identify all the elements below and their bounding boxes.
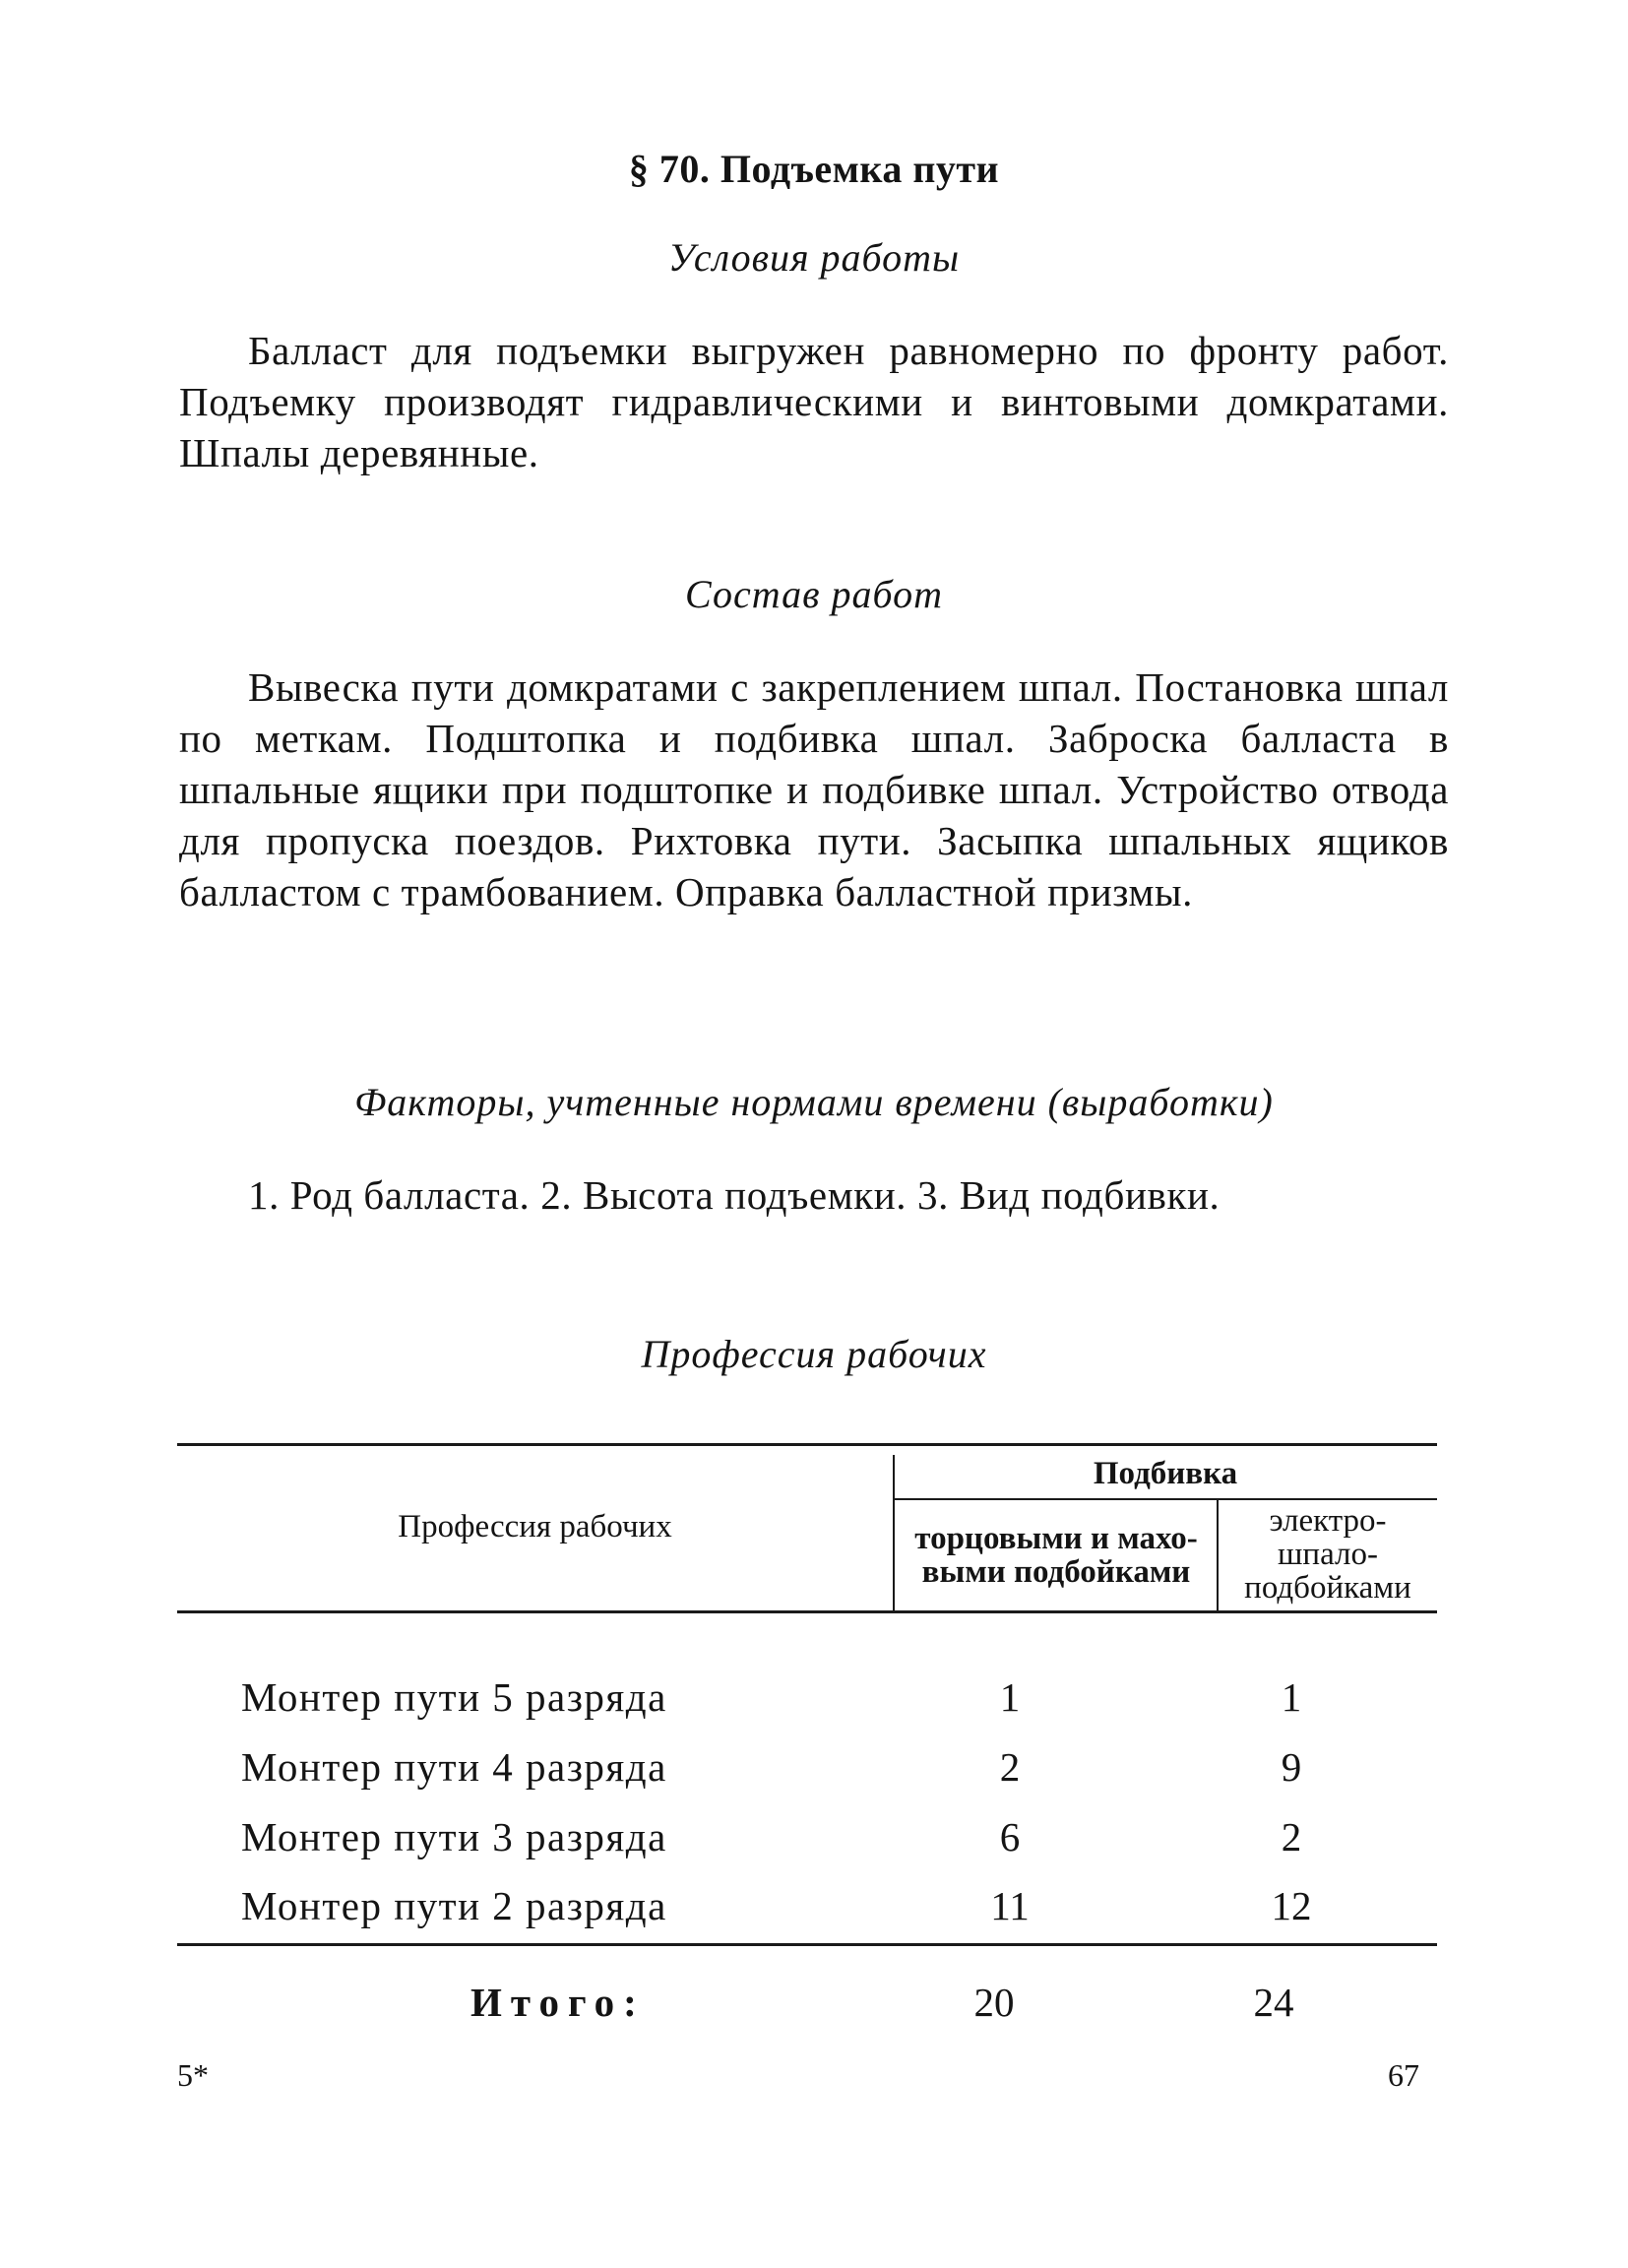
- row-value-b: 9: [1281, 1744, 1302, 1790]
- row-value-b: 2: [1281, 1814, 1302, 1859]
- row-label: Монтер пути 4 разряда: [241, 1744, 667, 1790]
- conditions-heading: Условия работы: [667, 235, 961, 280]
- total-value-a: 20: [973, 1980, 1015, 2025]
- workers-heading: Профессия рабочих: [641, 1332, 987, 1376]
- row-label: Монтер пути 3 разряда: [241, 1814, 667, 1859]
- composition-text: Вывеска пути домкратами с закреплением шпал. Постановка шпал по меткам. Подштопка и подбивка шпал. Заброска балласта в шпальные ящики при подштопке и подбивке шпал. Устройство отвода для пропуска поездов. Рихтовка пути. Засыпка шпальных ящиков балластом с трамбованием. Оправка балластной призмы.: [179, 664, 1449, 914]
- signature-mark: 5*: [177, 2057, 209, 2093]
- row-value-b: 12: [1271, 1883, 1312, 1928]
- col-header-profession: Профессия рабочих: [398, 1509, 672, 1544]
- section-title: § 70. Подъемка пути: [628, 147, 1000, 191]
- factors-heading: Факторы, учтенные нормами времени (выработки): [354, 1080, 1274, 1124]
- table-top-rule: [177, 1443, 1437, 1446]
- row-value-a: 6: [999, 1814, 1021, 1859]
- row-value-a: 1: [999, 1674, 1021, 1720]
- table-group-rule: [894, 1498, 1437, 1500]
- composition-heading: Состав работ: [685, 572, 943, 616]
- table-header-rule: [177, 1610, 1437, 1613]
- total-label: Итого:: [470, 1980, 646, 2025]
- factors-text: 1. Род балласта. 2. Высота подъемки. 3. Вид подбивки.: [248, 1172, 1221, 1218]
- row-value-a: 2: [999, 1744, 1021, 1790]
- table-bottom-rule: [177, 1943, 1437, 1946]
- col-header-b-line3: подбойками: [1244, 1570, 1411, 1606]
- row-label: Монтер пути 2 разряда: [241, 1883, 667, 1928]
- row-value-b: 1: [1281, 1674, 1302, 1720]
- page-number: 67: [1388, 2057, 1419, 2093]
- col-header-a-line2: выми подбойками: [921, 1554, 1191, 1590]
- conditions-text: Балласт для подъемки выгружен равномерно по фронту работ. Подъемку производят гидравлическими и винтовыми домкратами. Шпалы деревянные.: [179, 328, 1449, 475]
- col-header-b-line2: шпало-: [1278, 1537, 1378, 1572]
- col-header-b-line1: электро-: [1269, 1503, 1387, 1539]
- row-value-a: 11: [990, 1883, 1030, 1928]
- col-header-group: Подбивка: [1093, 1456, 1238, 1491]
- total-value-b: 24: [1253, 1980, 1294, 2025]
- row-label: Монтер пути 5 разряда: [241, 1674, 667, 1720]
- col-header-a-line1: торцовыми и махо-: [914, 1521, 1198, 1556]
